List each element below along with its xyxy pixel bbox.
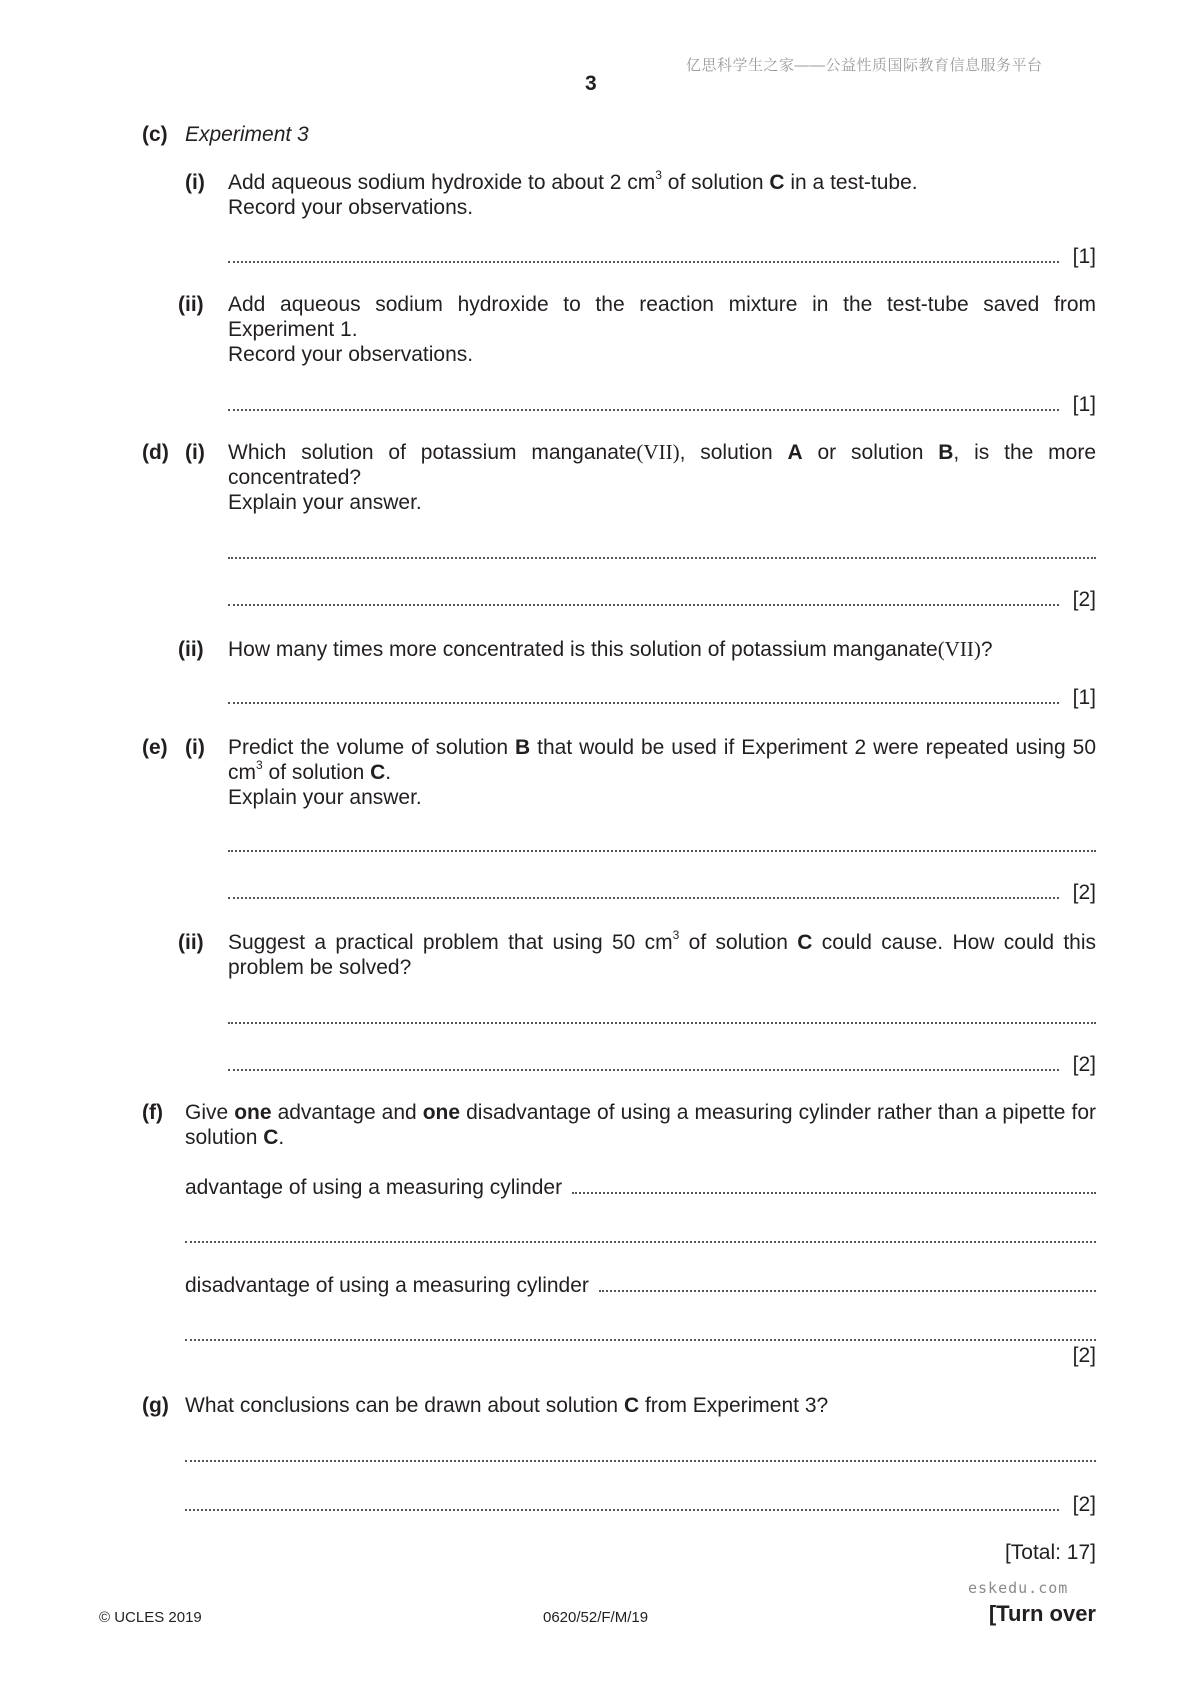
answer-line[interactable]	[228, 392, 1096, 417]
mark-allocation: [1]	[1072, 245, 1096, 268]
part-c-i-question: Add aqueous sodium hydroxide to about 2 $cm^3$ of solution C in a test-tube. Record your observations.	[228, 170, 918, 219]
part-e-label: (e)	[142, 736, 168, 759]
footer-watermark: eskedu.com	[968, 1579, 1069, 1597]
turn-over: [Turn over	[988, 1601, 1096, 1626]
part-g-question: What conclusions can be drawn about solution C from Experiment 3?	[185, 1394, 829, 1417]
mark-allocation: [2]	[1072, 588, 1096, 611]
mark-allocation: [2]	[1072, 1344, 1096, 1367]
answer-line[interactable]	[185, 1224, 1096, 1249]
part-c-title: Experiment 3	[185, 123, 309, 146]
mark-allocation: [2]	[1072, 1493, 1096, 1516]
total-marks: [Total: 17]	[1004, 1541, 1096, 1564]
answer-line[interactable]	[185, 1443, 1096, 1468]
answer-line[interactable]	[228, 833, 1096, 858]
part-e-ii-label: (ii)	[178, 931, 204, 954]
advantage-line[interactable]	[185, 1175, 1096, 1200]
part-d-label: (d)	[142, 441, 169, 464]
copyright: © UCLES 2019	[99, 1609, 202, 1626]
disadvantage-line[interactable]	[185, 1273, 1096, 1298]
answer-line[interactable]	[228, 1052, 1096, 1077]
part-f-label: (f)	[142, 1101, 163, 1124]
mark-allocation: [2]	[1072, 1053, 1096, 1076]
part-e-ii-question: Suggest a practical problem that using 50 $cm^3$ of solution C could cause. How could this problem be solved?	[228, 928, 1096, 979]
advantage-label: advantage of using a measuring cylinder	[185, 1176, 563, 1199]
part-c-ii-label: (ii)	[178, 293, 204, 316]
part-c-i-label: (i)	[185, 171, 205, 194]
paper-code: 0620/52/F/M/19	[543, 1609, 649, 1626]
answer-line[interactable]	[185, 1322, 1096, 1347]
answer-line[interactable]	[185, 1492, 1096, 1517]
part-e-i-question: Predict the volume of solution B that would be used if Experiment 2 were repeated using 50 $cm^3$ of solution C. Explain your answer.	[228, 736, 1096, 809]
answer-line[interactable]	[228, 244, 1096, 269]
answer-line[interactable]	[228, 1005, 1096, 1030]
part-c-ii-question: Add aqueous sodium hydroxide to the reaction mixture in the test-tube saved from Experiment 1. Record your observations.	[228, 293, 1096, 366]
part-d-ii-label: (ii)	[178, 638, 204, 661]
page-number: 3	[585, 72, 597, 95]
part-d-i-label: (i)	[185, 441, 205, 464]
part-e-i-label: (i)	[185, 736, 205, 759]
answer-line[interactable]	[228, 540, 1096, 565]
part-g-label: (g)	[142, 1394, 169, 1417]
answer-line[interactable]	[228, 880, 1096, 905]
mark-allocation: [2]	[1072, 881, 1096, 904]
header-watermark: 亿思科学生之家——公益性质国际教育信息服务平台	[686, 57, 1043, 74]
mark-allocation: [1]	[1072, 393, 1096, 416]
disadvantage-label: disadvantage of using a measuring cylinder	[185, 1274, 589, 1297]
part-c-label: (c)	[142, 123, 168, 146]
part-d-ii-question: How many times more concentrated is this solution of potassium manganate(VII)?	[228, 637, 993, 661]
answer-line[interactable]	[228, 685, 1096, 710]
answer-line[interactable]	[228, 587, 1096, 612]
part-f-question: Give one advantage and one disadvantage of using a measuring cylinder rather than a pipette for solution C.	[185, 1101, 1096, 1149]
part-d-i-question: Which solution of potassium manganate(VII), solution A or solution B, is the more concentrated? Explain your answer.	[228, 440, 1096, 514]
mark-allocation: [1]	[1072, 686, 1096, 709]
